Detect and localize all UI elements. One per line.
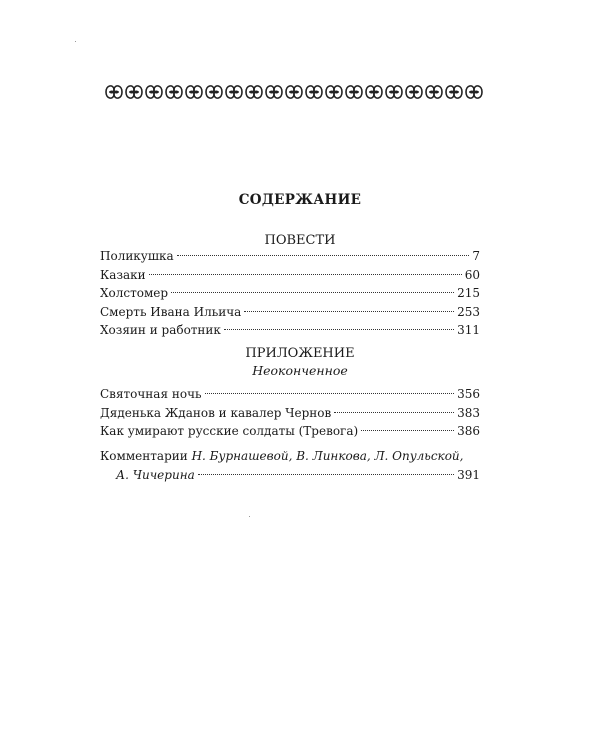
scan-speck (75, 41, 76, 42)
ornament-motif-icon (406, 86, 422, 98)
toc-entry[interactable] (100, 266, 480, 285)
toc-entry-page: 356 (457, 387, 480, 401)
commentary-prefix: Комментарии (100, 449, 188, 463)
toc-entry[interactable] (100, 404, 480, 423)
toc-entry-page: 253 (457, 304, 480, 319)
toc-entry[interactable] (100, 284, 480, 303)
toc-entry-title: Казаки (100, 267, 146, 282)
toc-entry-page: 311 (457, 323, 480, 337)
ornament-motif-icon (106, 86, 122, 98)
toc-entry[interactable] (100, 422, 480, 441)
toc-entry[interactable] (100, 303, 480, 322)
dot-leader (149, 274, 462, 275)
ornament-motif-icon (226, 86, 242, 98)
toc-entry-page: 391 (457, 467, 480, 482)
page-title: СОДЕРЖАНИЕ (238, 192, 362, 208)
commentary-authors-cont: А. Чичерина (116, 467, 195, 482)
toc-entry-title: Поликушка (100, 249, 174, 263)
toc-entry-page: 60 (464, 267, 480, 282)
ornament-motif-icon (346, 86, 362, 98)
commentary-line-2 (100, 466, 480, 485)
ornament-motif-icon (286, 86, 302, 98)
ornament-motif-icon (326, 86, 342, 98)
commentary-authors: Н. Бурнашевой, В. Линкова, Л. Опульской, (191, 449, 464, 463)
ornament-motif-icon (386, 86, 402, 98)
ornament-motif-icon (186, 86, 202, 98)
ornament-motif-icon (246, 86, 262, 98)
section-subheading-neokonchennoe: Неоконченное (252, 363, 348, 378)
commentary-line-1 (100, 447, 480, 466)
ornament-motif-icon (306, 86, 322, 98)
toc-entry[interactable] (100, 385, 480, 404)
toc-entry-page: 386 (457, 424, 480, 438)
toc-list-prilozhenie (100, 385, 480, 441)
toc-entry-page: 383 (457, 405, 480, 420)
ornament-motif-icon (126, 86, 142, 98)
toc-entry-title: Дяденька Жданов и кавалер Чернов (100, 405, 332, 420)
toc-entry[interactable] (100, 247, 480, 266)
ornament-motif-icon (446, 86, 462, 98)
ornament-divider-icon (104, 80, 484, 104)
toc-entry-page: 215 (457, 286, 480, 300)
dot-leader (224, 329, 454, 330)
toc-entry-title: Хозяин и работник (100, 323, 221, 337)
ornament-motif-icon (266, 86, 282, 98)
toc-entry-page: 7 (472, 249, 480, 263)
dot-leader (205, 393, 455, 394)
dot-leader (177, 255, 470, 256)
section-heading-povesti: ПОВЕСТИ (264, 233, 336, 248)
ornament-motif-icon (466, 86, 482, 98)
toc-entry-title: Как умирают русские солдаты (Тревога) (100, 424, 359, 438)
section-heading-prilozhenie: ПРИЛОЖЕНИЕ (245, 346, 355, 361)
ornament-motif-icon (366, 86, 382, 98)
ornament-motif-icon (146, 86, 162, 98)
dot-leader (171, 292, 454, 293)
ornament-motif-icon (166, 86, 182, 98)
dot-leader (361, 430, 454, 431)
dot-leader (198, 474, 454, 475)
dot-leader (334, 412, 454, 413)
ornament-motif-icon (206, 86, 222, 98)
dot-leader (244, 311, 454, 312)
toc-entry-title: Смерть Ивана Ильича (100, 304, 242, 319)
scan-speck (249, 516, 250, 517)
toc-entry-title: Холстомер (100, 286, 169, 300)
toc-list-povesti (100, 247, 480, 340)
ornament-motif-icon (426, 86, 442, 98)
toc-entry-title: Святочная ночь (100, 387, 202, 401)
toc-entry[interactable] (100, 321, 480, 340)
toc-entry-commentary[interactable] (100, 447, 480, 484)
